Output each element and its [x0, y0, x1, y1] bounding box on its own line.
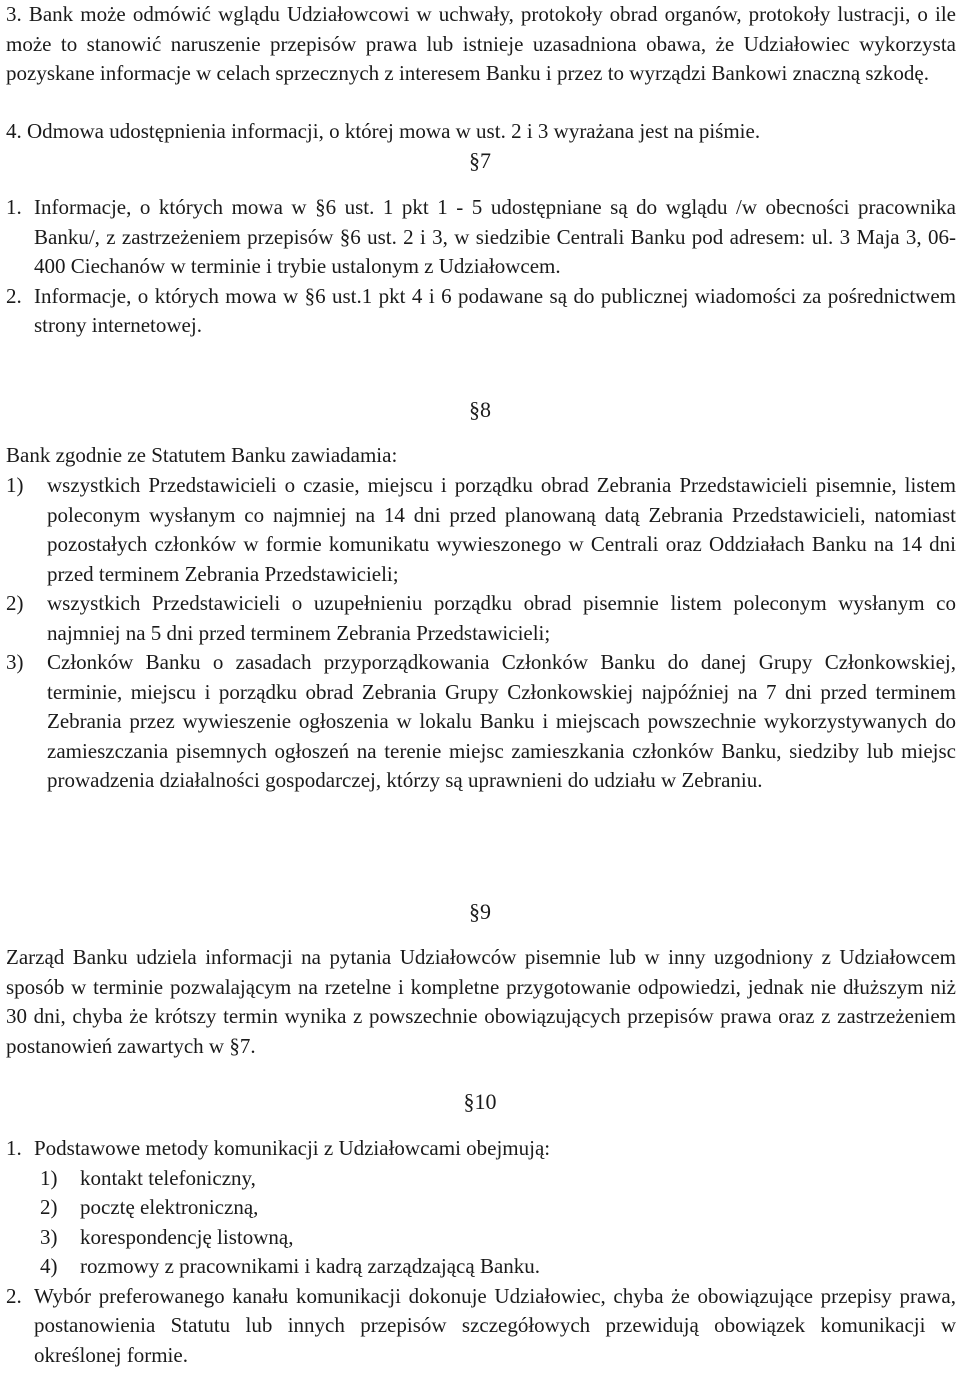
- list-text: rozmowy z pracownikami i kadrą zarządzającą Banku.: [80, 1254, 541, 1278]
- list-text: Informacje, o których mowa w §6 ust. 1 pkt 1 - 5 udostępniane są do wglądu /w obecności pracownika Banku/, z zastrzeżeniem przepisów §6 ust. 2 i 3, w siedzibie Centrali Banku pod adresem: ul. 3 Maja 3, 06-400 Ciechanów w terminie i trybie ustalonym z Udziałowcem.: [34, 195, 956, 278]
- section-8-heading: §8: [469, 397, 491, 422]
- list-text: pocztę elektroniczną,: [80, 1195, 259, 1219]
- list-item: [40, 1223, 956, 1253]
- section-8-list: [6, 471, 956, 796]
- list-item: [40, 1164, 956, 1194]
- list-text: Członków Banku o zasadach przyporządkowania Członków Banku do danej Grupy Członkowskiej, terminie, miejscu i porządku obrad Zebrania Grupy Członkowskiej najpóźniej na 7 dni przed terminem Zebrania przez wywieszenie ogłoszenia w lokalu Banku i miejscach powszechnie wykorzystywanych do zamieszczania pisemnych ogłoszeń na terenie miejsc zamieszkania członków Banku, siedziby lub miejsc prowadzenia działalności gospodarczej, którzy są uprawnieni do udziału w Zebraniu.: [47, 650, 956, 792]
- paragraph-3: 3. Bank może odmówić wglądu Udziałowcowi w uchwały, protokoły obrad organów, protokoły lustracji, o ile może to stanowić naruszenie przepisów prawa lub istnieje uzasadniona obawa, że Udziałowiec wykorzysta pozyskane informacje w celach sprzecznych z interesem Banku i przez to wyrządzi Bankowi znaczną szkodę.: [6, 2, 956, 85]
- list-text: korespondencję listowną,: [80, 1224, 294, 1249]
- section-9-text: Zarząd Banku udziela informacji na pytania Udziałowców pisemnie lub w inny uzgodniony z Udziałowcem sposób w terminie pozwalającym na rzetelne i kompletne przygotowanie odpowiedzi, jednak nie dłuższym niż 30 dni, chyba że krótszy termin wynika z powszechnie obowiązujących przepisów prawa oraz z zastrzeżeniem postanowień zawartych w §7.: [6, 945, 956, 1058]
- list-number: 2): [6, 591, 24, 615]
- list-text: Podstawowe metody komunikacji z Udziałowcami obejmują:: [34, 1136, 551, 1160]
- list-item: [40, 1252, 956, 1282]
- list-item: [6, 282, 956, 341]
- list-item: [6, 471, 956, 589]
- list-number: 2.: [6, 1283, 22, 1308]
- section-7-list: [6, 193, 956, 341]
- section-8-intro: Bank zgodnie ze Statutem Banku zawiadamia:: [6, 443, 398, 467]
- list-number: 3): [40, 1224, 58, 1249]
- section-9-heading: §9: [469, 899, 491, 924]
- section-10-content: [6, 1134, 956, 1370]
- section-7-heading: §7: [469, 148, 491, 173]
- section-10-heading: §10: [463, 1089, 497, 1114]
- list-number: 1.: [6, 1136, 22, 1160]
- list-item: [6, 1282, 956, 1371]
- list-text: Informacje, o których mowa w §6 ust.1 pkt 4 i 6 podawane są do publicznej wiadomości za pośrednictwem strony internetowej.: [34, 283, 956, 337]
- list-item: [6, 1134, 956, 1164]
- list-number: 2.: [6, 283, 22, 308]
- list-item: [6, 589, 956, 648]
- list-item: [6, 193, 956, 282]
- paragraph-4: 4. Odmowa udostępnienia informacji, o której mowa w ust. 2 i 3 wyrażana jest na piśmie.: [6, 119, 761, 143]
- list-text: kontakt telefoniczny,: [80, 1165, 256, 1190]
- list-text: wszystkich Przedstawicieli o uzupełnieniu porządku obrad pisemnie listem poleconym wysłanym co najmniej na 5 dni przed terminem Zebrania Przedstawicieli;: [47, 591, 956, 645]
- list-item: [40, 1193, 956, 1223]
- list-number: 2): [40, 1195, 58, 1219]
- list-number: 1): [40, 1165, 58, 1190]
- list-text: wszystkich Przedstawicieli o czasie, miejscu i porządku obrad Zebrania Przedstawicieli pisemnie, listem poleconym wysłanym co najmniej na 14 dni przed planowaną datą Zebrania Przedstawicieli, natomiast pozostałych członków w formie komunikatu wywieszonego w Centrali oraz Oddziałach Banku na 14 dni przed terminem Zebrania Przedstawicieli;: [47, 473, 956, 586]
- list-number: 3): [6, 650, 24, 674]
- methods-list: [6, 1164, 956, 1282]
- list-text: Wybór preferowanego kanału komunikacji dokonuje Udziałowiec, chyba że obowiązujące przepisy prawa, postanowienia Statutu lub innych przepisów szczegółowych przewidują obowiązek komunikacji w określonej formie.: [34, 1283, 956, 1367]
- list-number: 1): [6, 473, 24, 497]
- list-number: 4): [40, 1254, 58, 1278]
- list-number: 1.: [6, 195, 22, 219]
- list-item: [6, 648, 956, 796]
